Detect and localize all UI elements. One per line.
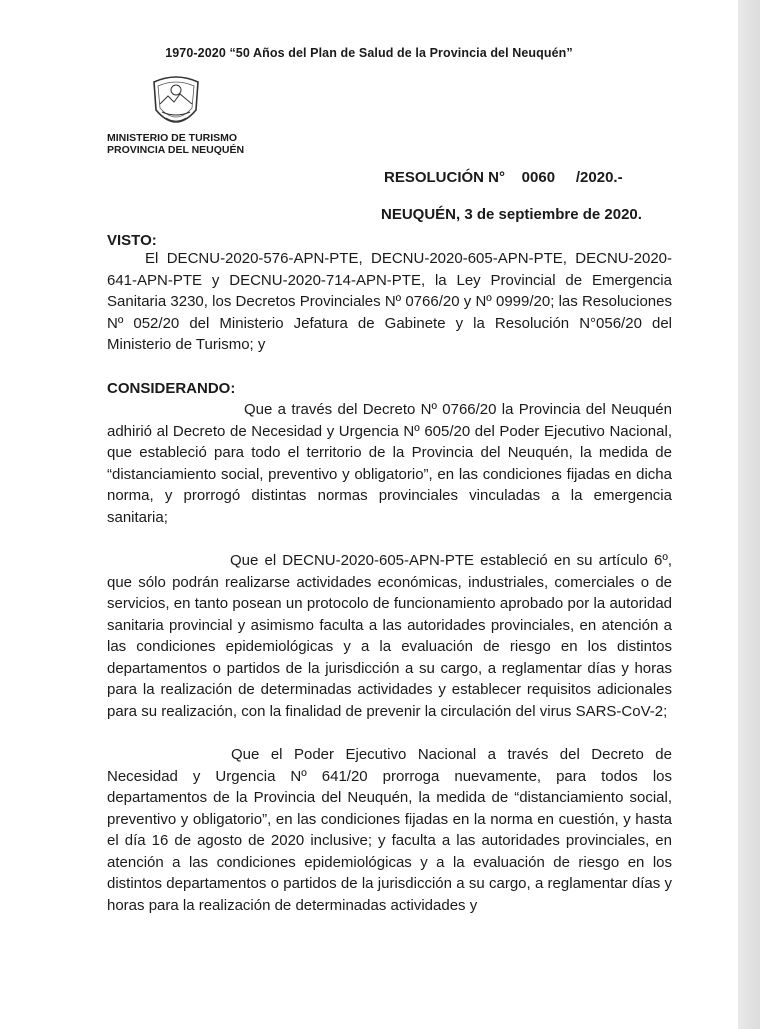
ministry-block bbox=[107, 132, 244, 156]
visto-paragraph: El DECNU-2020-576-APN-PTE, DECNU-2020-605-APN-PTE, DECNU-2020-641-APN-PTE y DECNU-2020-714-APN-PTE, la Ley Provincial de Emergencia Sanitaria 3230, los Decretos Provinciales Nº 0766/20 y Nº 0999/20; las Resoluciones Nº 052/20 del Ministerio Jefatura de Gabinete y la Resolución N°056/20 del Ministerio de Turismo; y bbox=[107, 250, 672, 353]
ministry-name: MINISTERIO DE TURISMO bbox=[107, 132, 238, 144]
considerando-heading: CONSIDERANDO: bbox=[107, 380, 236, 397]
considerando-paragraph-3: Que el Poder Ejecutivo Nacional a través del Decreto de Necesidad y Urgencia Nº 641/20 prorroga nuevamente, para todos los departamentos de la Provincia del Neuquén, la medida de “distanciamiento social, preventivo y obligatorio”, en las condiciones fijadas en la norma en cuestión, y hasta el día 16 de agosto de 2020 inclusive; y faculta a las autoridades provinciales, en atención a las condiciones epidemiológicas y a la evaluación de riesgo en los distintos departamentos o partidos de la jurisdicción a su cargo, a reglamentar días y horas para la realización de determinadas actividades y bbox=[107, 746, 672, 914]
visto-heading: VISTO: bbox=[107, 232, 157, 249]
anniversary-header: 1970-2020 “50 Años del Plan de Salud de la Provincia del Neuquén” bbox=[165, 46, 573, 60]
considerando-paragraph-1: Que a través del Decreto Nº 0766/20 la Provincia del Neuquén adhirió al Decreto de Necesidad y Urgencia Nº 605/20 del Poder Ejecutivo Nacional, que estableció para todo el territorio de la Provincia del Neuquén, la medida de “distanciamiento social, preventivo y obligatorio”, en las condiciones fijadas en dicha norma, y prorrogó distintas normas provinciales vinculadas a la emergencia sanitaria; bbox=[107, 401, 672, 526]
resolution-number: RESOLUCIÓN N° 0060 /2020.- bbox=[384, 169, 623, 186]
scan-edge bbox=[738, 0, 760, 1029]
provincial-seal-icon bbox=[146, 74, 206, 132]
resolution-date: NEUQUÉN, 3 de septiembre de 2020. bbox=[381, 206, 642, 223]
considerando-paragraph-2: Que el DECNU-2020-605-APN-PTE estableció en su artículo 6º, que sólo podrán realizarse actividades económicas, industriales, comerciales o de servicios, en tanto posean un protocolo de funcionamiento aprobado por la autoridad sanitaria provincial y asimismo faculta a las autoridades provinciales, en atención a las condiciones epidemiológicas y a la evaluación de riesgo en los distintos departamentos o partidos de la jurisdicción a su cargo, a reglamentar días y horas para la realización de determinadas actividades y establecer requisitos adicionales para su realización, con la finalidad de prevenir la circulación del virus SARS-CoV-2; bbox=[107, 552, 672, 720]
province-name: PROVINCIA DEL NEUQUÉN bbox=[107, 144, 245, 156]
